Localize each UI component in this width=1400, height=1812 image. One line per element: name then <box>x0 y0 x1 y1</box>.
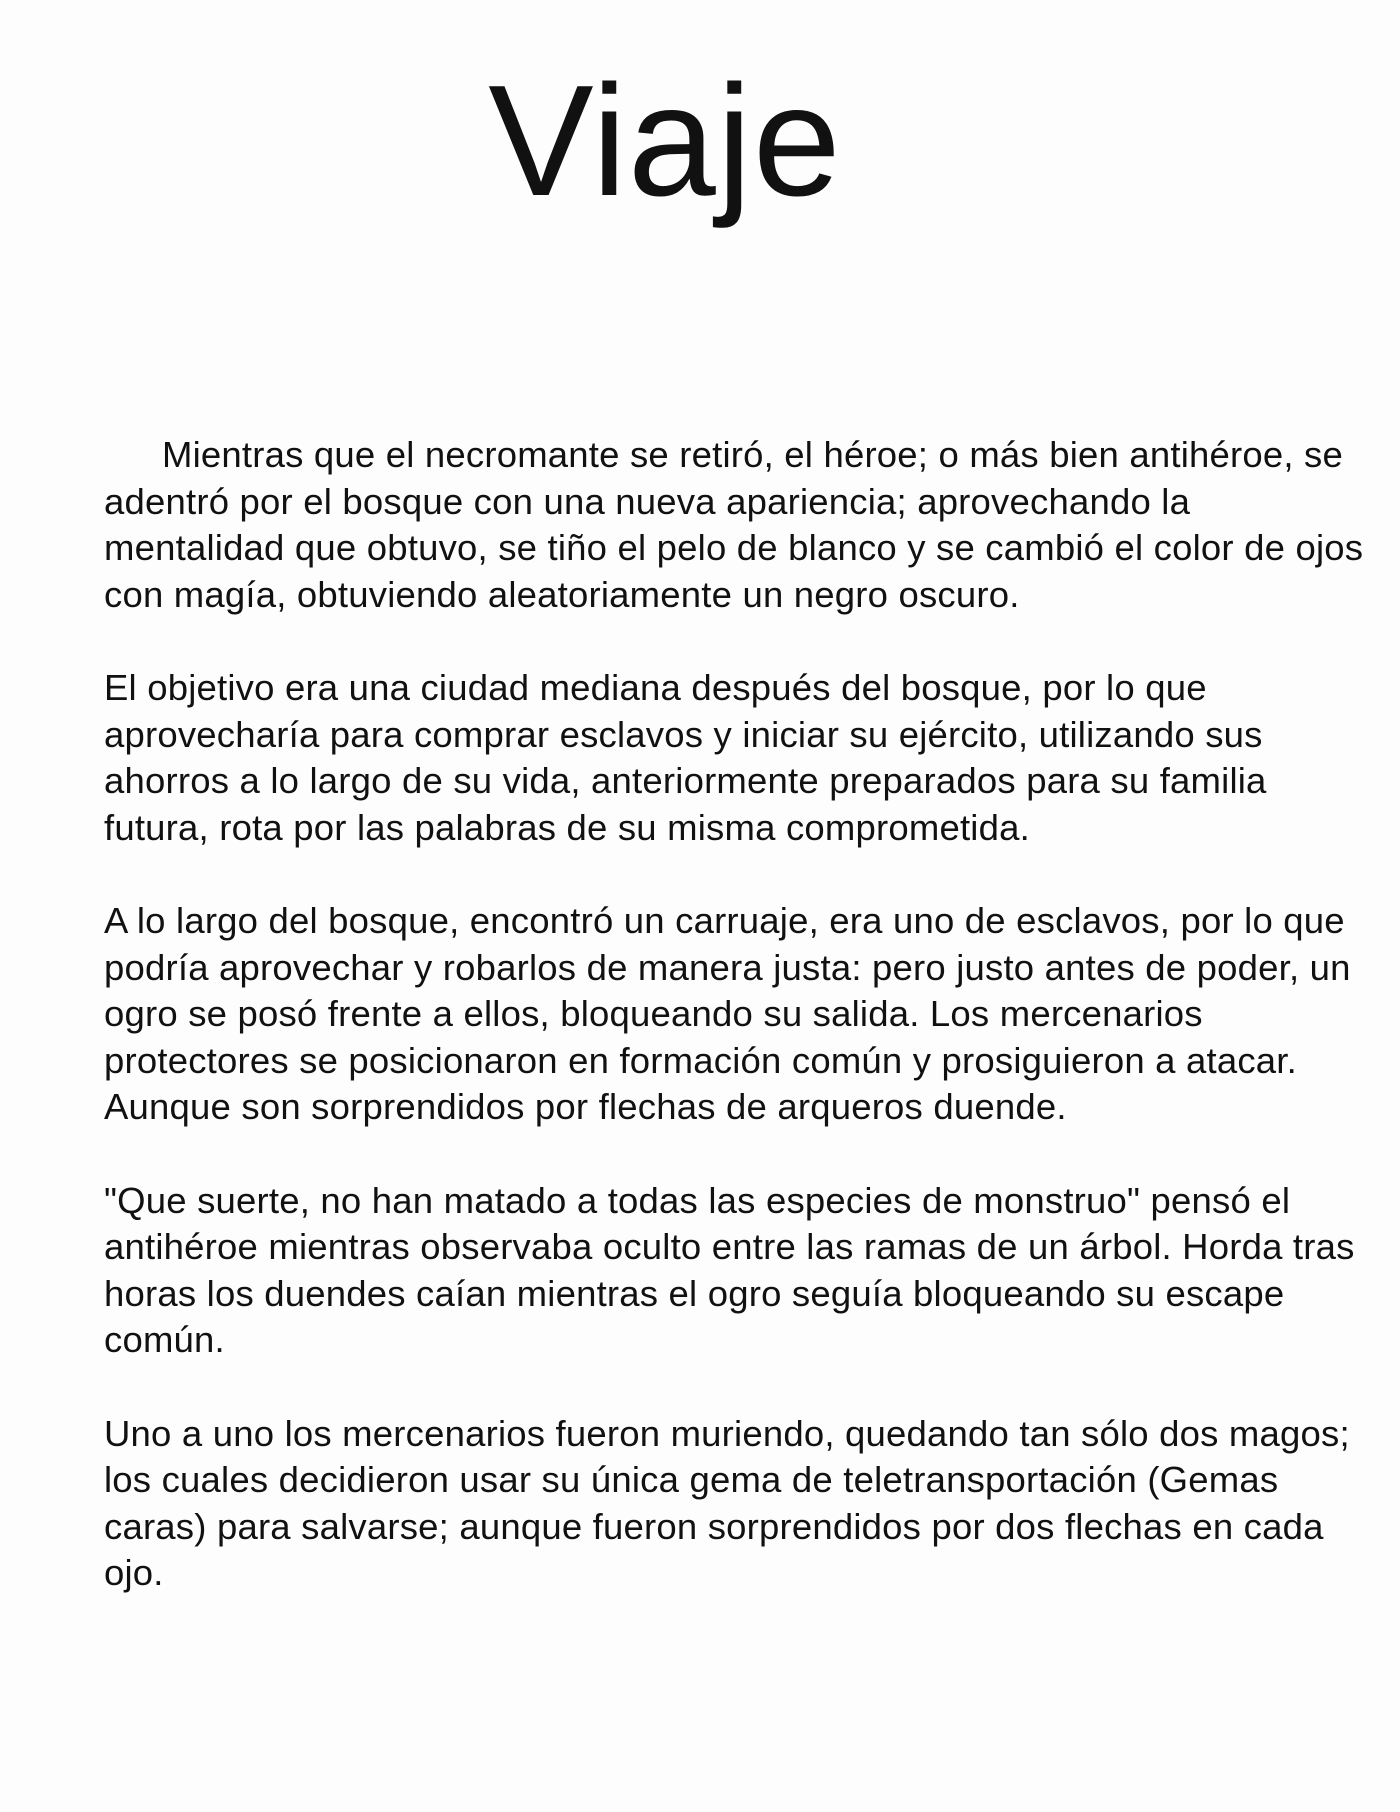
document-title: Viaje <box>488 53 842 229</box>
paragraph: Mientras que el necromante se retiró, el héroe; o más bien antihéroe, se adentró por el bosque con una nueva apariencia; aprovechando la mentalidad que obtuvo, se tiño el pelo de blanco y se cambió el color de ojos con magía, obtuviendo aleatoriamente un negro oscuro. <box>104 434 1364 615</box>
paragraph: Uno a uno los mercenarios fueron muriendo, quedando tan sólo dos magos; los cuales decidieron usar su única gema de teletransportación (Gemas caras) para salvarse; aunque fueron sorprendidos por dos flechas en cada ojo. <box>104 1412 1350 1593</box>
paragraph: A lo largo del bosque, encontró un carruaje, era uno de esclavos, por lo que podría aprovechar y robarlos de manera justa: pero justo antes de poder, un ogro se posó frente a ellos, bloqueando su salida. Los mercenarios protectores se posicionaron en formación común y prosiguieron a atacar. Aunque son sorprendidos por flechas de arqueros duende. <box>104 900 1351 1127</box>
document-body <box>104 432 1364 1644</box>
paragraph: "Que suerte, no han matado a todas las especies de monstruo" pensó el antihéroe mientras observaba oculto entre las ramas de un árbol. Horda tras horas los duendes caían mientras el ogro seguía bloqueando su escape común. <box>104 1179 1355 1360</box>
paragraph: El objetivo era una ciudad mediana después del bosque, por lo que aprovecharía para comprar esclavos y iniciar su ejército, utilizando sus ahorros a lo largo de su vida, anteriormente preparados para su familia futura, rota por las palabras de su misma comprometida. <box>104 667 1267 848</box>
